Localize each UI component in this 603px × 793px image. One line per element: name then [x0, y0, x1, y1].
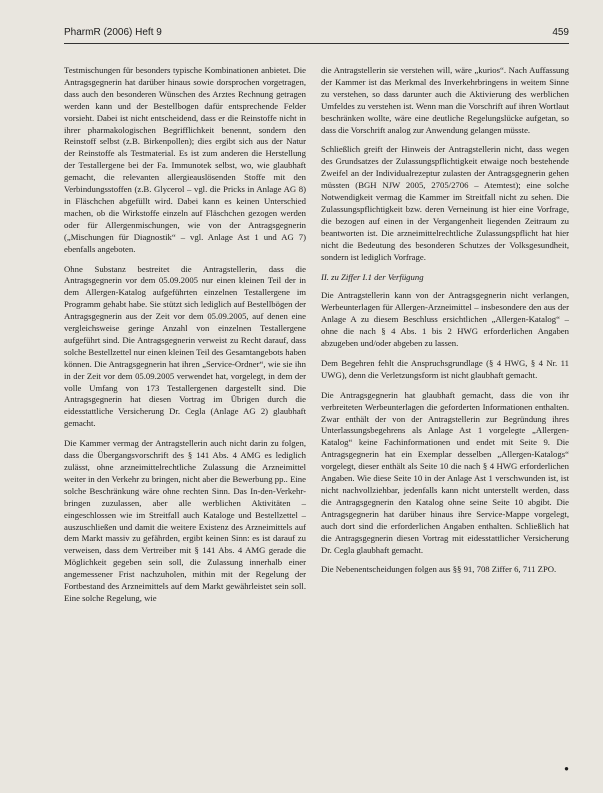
- paragraph: Dem Begehren fehlt die Anspruchsgrundlage (§ 4 HWG, § 4 Nr. 11 UWG), denn die Verletzungsform ist nicht glaubhaft gemacht.: [321, 357, 569, 380]
- page-number: 459: [552, 27, 569, 38]
- running-header: [64, 27, 569, 38]
- journal-title: PharmR (2006) Heft 9: [64, 27, 162, 38]
- section-heading: II. zu Ziffer I.1 der Verfügung: [321, 271, 424, 282]
- paragraph: Die Antragstellerin kann von der Antragsgegnerin nicht verlangen, Werbeunterlagen für Allergen-Arzneimittel – insbesondere den aus der Anlage A zu diesem Beschluss ersichtlichen „Allergen-Katalog“ – ohne die nach § 4 Abs. 1 bis 2 HWG erforderlichen Angaben abzugeben und/oder abgeben zu lassen.: [321, 290, 569, 349]
- left-column: [64, 65, 306, 613]
- paragraph: die Antragstellerin sie verstehen will, wäre „kurios“. Nach Auffassung der Kammer ist das Merkmal des Inverkehrbringens in weitem Sinne zu verstehen, so dass darunter auch die Aktivierung des werblichen Umfeldes zu verstehen ist. Wenn man die Vorschrift auf ihren Wortlaut beschränken wollte, wäre eine deutliche Regelungslücke aufgetan, so dass die Vorschrift analog zur Anwendung gelangen müsste.: [321, 65, 569, 135]
- paragraph: Die Antragsgegnerin hat glaubhaft gemacht, dass die von ihr verbreiteten Werbeunterlagen die geforderten Informationen enthalten. Zwar enthält der von der Antragstellerin zur Begründung ihres Unterlassungsbegehrens als Anlage Ast 1 vorgelegte „Allergen-Katalog“ keine Fachinformationen und endet mit Seite 9. Die Antragsgegnerin hat ein Exemplar desselben „Allergen-Katalogs“ vorgelegt, dieser enthält als Seite 10 die nach § 4 HWG erforderlichen Angaben. Wie diese Seite 10 in der Anlage Ast 1 verschwunden ist, ist nicht nachvollziehbar, jedenfalls kann nicht unterstellt werden, dass die Antragsgegnerin den Katalog ohne seine Seite 10 abgibt. Die Antragsgegnerin hat darüber hinaus ihre Service-Mappe vorgelegt, auch dort sind die erforderlichen Angaben enthalten. Schließlich hat die Antragsgegnerin diesen Vortrag mit eidesstattlicher Versicherung Dr. Cegla glaubhaft gemacht.: [321, 389, 569, 555]
- paragraph: Ohne Substanz bestreitet die Antragstellerin, dass die Antragsgegnerin vor dem 05.09.2005 nur einen kleinen Teil der in dem Allergen-Katalog aufgeführten einzelnen Testallergene im Programm gehabt habe. Sie stützt sich lediglich auf Bestellbögen der Antragsgegnerin aus der Zeit vor dem 05.09.2005, auf denen eine vergleichsweise geringe Anzahl von einzelnen Testallergene aufgeführt sind. Die Antragsgegnerin verweist zu Recht darauf, dass solche Bestellzettel nur einen kleinen Teil des Gesamtangebots haben können. Die Antragsgegnerin hat ihren „Service-Ordner“, wie sie ihn in der Zeit vor dem 05.09.2005 verwendet hat, vorgelegt, in dem der volle Umfang von 173 Testallergenen dargestellt sind. Die Antragsgegnerin hat diesen Vortrag im Übrigen durch die eidesstattliche Versicherung Dr. Cegla (Anlage AG 2) glaubhaft gemacht.: [64, 263, 306, 429]
- end-of-article-mark: ●: [564, 764, 569, 773]
- paragraph: Die Nebenentscheidungen folgen aus §§ 91, 708 Ziffer 6, 711 ZPO.: [321, 564, 557, 575]
- right-column: [321, 65, 569, 584]
- paragraph: Schließlich greift der Hinweis der Antragstellerin nicht, dass wegen des Grundsatzes der Zulassungspflichtigkeit etwaige noch bestehende Zweifel an der Individualrezeptur zulasten der Antragsgegnerin gehen müssten (BGH NJW 2005, 2705/2706 – Atemtest); eine solche Notwendigkeit vermag die Kammer im Streitfall nicht zu sehen. Die Zulassungspflichtigkeit bzw. deren Verneinung ist hier eine Vorfrage, die bezogen auf einen in der Vergangenheit liegenden Zeitraum zu beantworten ist. Die arzneimittelrechtliche Zulassungspflicht hat hier nicht die Bedeutung des besonderen Schutzes der Volksgesundheit, sondern ist lediglich Vorfrage.: [321, 144, 569, 262]
- header-rule: [64, 43, 569, 44]
- paragraph: Die Kammer vermag der Antragstellerin auch nicht darin zu folgen, dass die Übergangsvorschrift des § 141 Abs. 4 AMG es lediglich zulässt, ohne arzneimittelrechtliche Zulassung die Arzneimittel weiter in den Verkehr zu bringen, nicht aber die Bewerbung pp.. Eine solche Beschränkung wäre ohne rechten Sinn. Das In-den-Verkehr-bringen zuzulassen, aber alle werblichen Aktivitäten – eingeschlossen wie im Streitfall auch Kataloge und Bestellzettel – auszuschließen und damit die weitere Existenz des Arzneimittels auf dem Markt massiv zu gefährden, ergibt keinen Sinn: es ist darauf zu verweisen, dass dem Vertreiber mit § 141 Abs. 4 AMG gerade die Möglichkeit gegeben sein soll, die Zulassung innerhalb einer angemessener Frist nachzuholen, mithin mit der Regelung der Fortbestand des Arzneimittels auf dem Markt gewährleistet sein soll. Eine solche Regelung, wie: [64, 438, 306, 603]
- paragraph: Testmischungen für besonders typische Kombinationen anbietet. Die Antragsgegnerin hat darüber hinaus sowie dorsprochen vorgetragen, dass auch den besonderen Wünschen des Arztes Rechnung getragen werden kann und der Bestellbogen dafür entsprechende Felder vorsieht. Dabei ist nicht entscheidend, dass er die Reinstoffe nicht in ihrer pharmakologischen Begrifflichkeit benennt, sondern den Reinstoff selbst (z.B. Birkenpollen); dies ergibt sich aus der Natur der Reinstoffe als Testmaterial. Es ist zum anderen die Herstellung der Testallergene bei der Fa. Immunotek selbst, wo, wie glaubhaft gemacht, die relevanten allergieauslösenden Stoffe mit den Verbindungsstoffen (z.B. Glycerol – vgl. die Pricks in Anlage AG 8) in Fläschchen abgefüllt wird. Dabei kann es keinen Unterschied machen, ob die Wirkstoffe einzeln auf Fläschchen gezogen werden oder für Allergenmischungen, wie von der Antragsgegnerin („Mischungen für Diagnostik“ – vgl. Anlage Ast 1 und AG 7) ebenfalls angeboten.: [64, 65, 306, 254]
